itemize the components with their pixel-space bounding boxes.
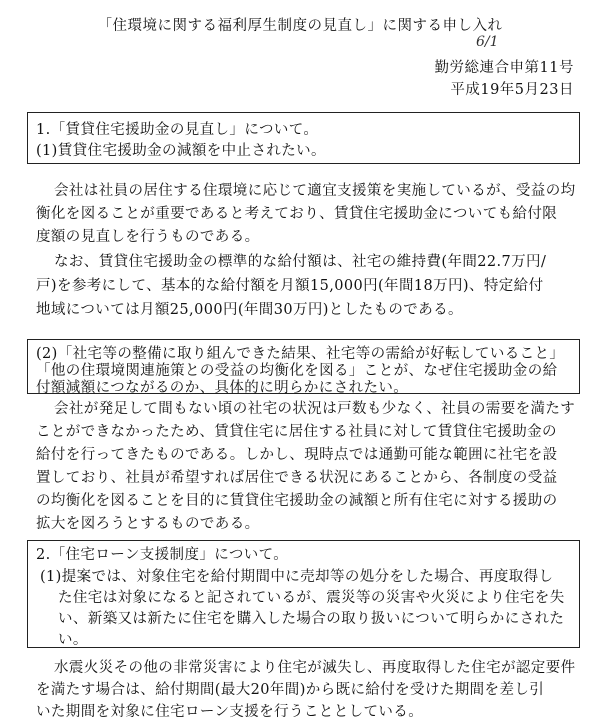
question-line: (1)提案では、対象住宅を給付期間中に売却等の処分をした場合、再度取得し	[40, 569, 554, 585]
question-line: い。	[58, 632, 88, 648]
paragraph-line: 衡化を図ることが重要であると考えており、賃貸住宅援助金についても給付限	[36, 206, 558, 222]
section2-heading: 2.「住宅ローン支援制度」について。	[36, 547, 289, 563]
section1-heading: 1.「賃貸住宅援助金の見直し」について。	[36, 122, 319, 138]
section2-question-box	[27, 540, 580, 648]
paragraph-line: いた期間を対象に住宅ローン支援を行うこととしている。	[36, 704, 424, 720]
question-line: 「他の住環境関連施策との受益の均衡化を図る」ことが、なぜ住宅援助金の給	[36, 363, 558, 379]
paragraph-line: 会社が発足して間もない頃の社宅の状況は戸数も少なく、社員の需要を満たす	[54, 401, 576, 417]
question-line: い、新築又は新たに住宅を購入した場合の取り扱いについて明らかにされた	[58, 611, 565, 627]
document-title: 「住環境に関する福利厚生制度の見直し」に関する申し入れ	[97, 18, 503, 34]
paragraph-line: 戸)を参考にして、基本的な給付額を月額15,000円(年間18万円)、特定給付	[36, 278, 544, 294]
question-line: (2)「社宅等の整備に取り組んできた結果、社宅等の需給が好転していること」	[36, 346, 565, 362]
paragraph-line: 拡大を図ろうとするものである。	[36, 516, 260, 532]
handwritten-note: 6/1	[476, 34, 499, 50]
question-line: 付額減額につながるのか、具体的に明らかにされたい。	[36, 380, 409, 396]
paragraph-line: 地域については月額25,000円(年間30万円)としたものである。	[36, 302, 463, 318]
reference-number: 勤労総連合申第11号	[434, 60, 574, 76]
section1-question-box	[27, 112, 580, 164]
paragraph-line: の均衡化を図ることを目的に賃貸住宅援助金の減額と所有住宅に対する援助の	[36, 493, 558, 509]
paragraph-line: なお、賃貸住宅援助金の標準的な給付額は、社宅の維持費(年間22.7万円/	[54, 254, 547, 270]
section1b-question-box	[27, 339, 580, 394]
document-date: 平成19年5月23日	[450, 82, 574, 98]
section1-question: (1)賃貸住宅援助金の減額を中止されたい。	[36, 143, 326, 159]
paragraph-line: を満たす場合は、給付期間(最大20年間)から既に給付を受けた期間を差し引	[36, 682, 545, 698]
question-line: た住宅は対象になると記されているが、震災等の災害や火災により住宅を失	[58, 590, 565, 606]
paragraph-line: 給付を行ってきたものである。しかし、現時点では通勤可能な範囲に社宅を設	[36, 447, 558, 463]
paragraph-line: 水震火災その他の非常災害により住宅が滅失し、再度取得した住宅が認定要件	[54, 660, 576, 676]
paragraph-line: 度額の見直しを行うものである。	[36, 229, 260, 245]
paragraph-line: 置しており、社員が希望すれば居住できる状況にあることから、各制度の受益	[36, 470, 558, 486]
paragraph-line: 会社は社員の居住する住環境に応じて適宜支援策を実施しているが、受益の均	[54, 183, 576, 199]
paragraph-line: ことができなかったため、賃貸住宅に居住する社員に対して賃貸住宅援助金の	[36, 424, 557, 440]
